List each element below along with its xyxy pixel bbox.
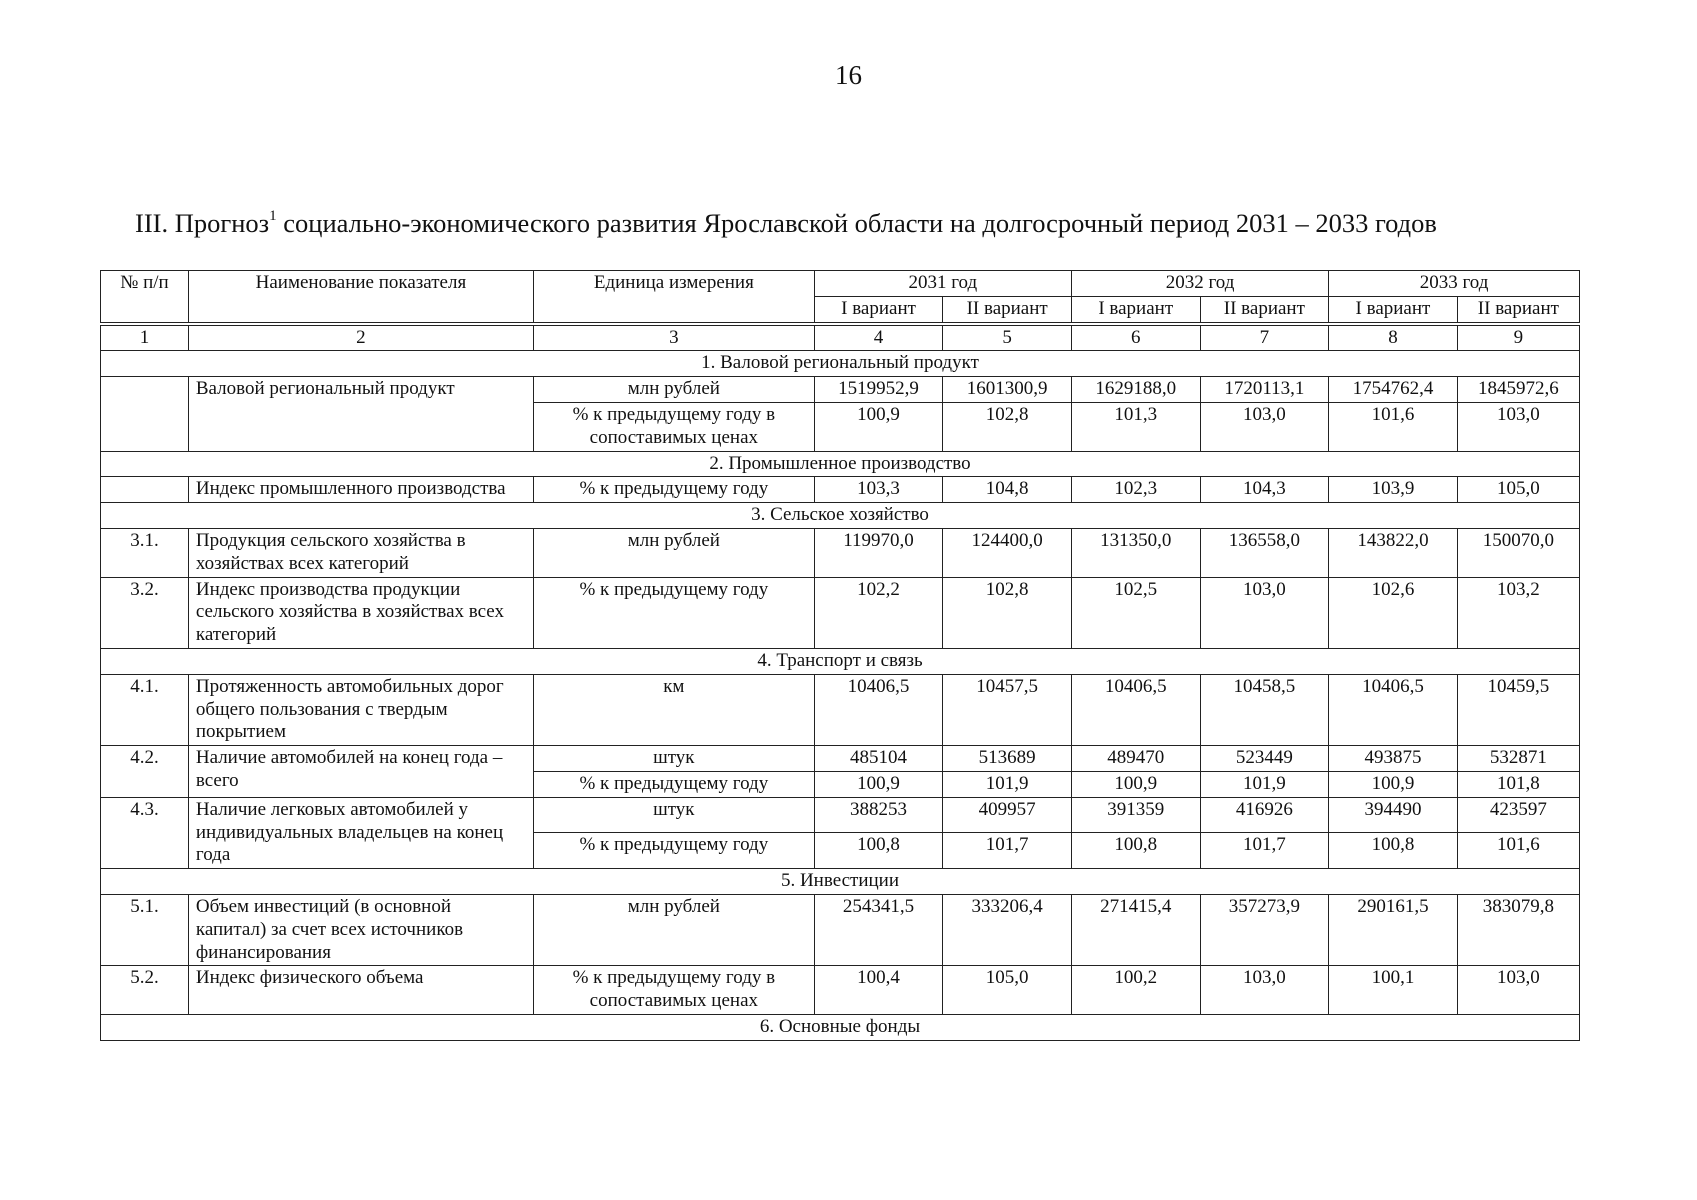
value-cell: 150070,0 xyxy=(1457,528,1579,577)
column-number: 6 xyxy=(1071,324,1200,351)
value-cell: 423597 xyxy=(1457,797,1579,833)
value-cell: 119970,0 xyxy=(814,528,943,577)
value-cell: 1845972,6 xyxy=(1457,377,1579,403)
value-cell: 104,3 xyxy=(1200,477,1329,503)
page-title xyxy=(135,208,1595,239)
header-name: Наименование показателя xyxy=(188,271,533,324)
value-cell: 101,9 xyxy=(943,771,1072,797)
forecast-table xyxy=(100,270,1580,1041)
header-unit: Единица измерения xyxy=(533,271,814,324)
value-cell: 100,8 xyxy=(814,833,943,869)
indicator-name: Индекс промышленного производства xyxy=(188,477,533,503)
value-cell: 103,0 xyxy=(1200,577,1329,648)
unit-of-measure: штук xyxy=(533,797,814,833)
value-cell: 100,2 xyxy=(1071,966,1200,1015)
table-row xyxy=(101,674,1580,745)
value-cell: 101,7 xyxy=(943,833,1072,869)
header-variant-ii: II вариант xyxy=(1457,296,1579,323)
column-number-row xyxy=(101,324,1580,351)
row-number: 4.2. xyxy=(101,746,189,798)
value-cell: 102,3 xyxy=(1071,477,1200,503)
header-variant-i: I вариант xyxy=(1329,296,1458,323)
indicator-name: Объем инвестиций (в основной капитал) за счет всех источников финансирования xyxy=(188,894,533,965)
value-cell: 523449 xyxy=(1200,746,1329,772)
value-cell: 1720113,1 xyxy=(1200,377,1329,403)
value-cell: 101,6 xyxy=(1457,833,1579,869)
column-number: 1 xyxy=(101,324,189,351)
value-cell: 101,3 xyxy=(1071,402,1200,451)
value-cell: 103,0 xyxy=(1457,966,1579,1015)
column-number: 5 xyxy=(943,324,1072,351)
indicator-name: Валовой региональный продукт xyxy=(188,377,533,451)
section-title: 1. Валовой региональный продукт xyxy=(101,351,1580,377)
row-number: 4.3. xyxy=(101,797,189,868)
row-number: 5.2. xyxy=(101,966,189,1015)
title-prefix: III. Прогноз xyxy=(135,208,270,238)
header-variant-i: I вариант xyxy=(814,296,943,323)
value-cell: 532871 xyxy=(1457,746,1579,772)
value-cell: 102,5 xyxy=(1071,577,1200,648)
unit-of-measure: % к предыдущему году xyxy=(533,771,814,797)
value-cell: 102,8 xyxy=(943,577,1072,648)
value-cell: 10406,5 xyxy=(1329,674,1458,745)
table-row xyxy=(101,377,1580,403)
section-row xyxy=(101,1014,1580,1040)
section-title: 6. Основные фонды xyxy=(101,1014,1580,1040)
value-cell: 10457,5 xyxy=(943,674,1072,745)
title-footnote-mark: 1 xyxy=(269,208,277,224)
section-title: 4. Транспорт и связь xyxy=(101,648,1580,674)
value-cell: 100,1 xyxy=(1329,966,1458,1015)
value-cell: 100,9 xyxy=(1329,771,1458,797)
value-cell: 357273,9 xyxy=(1200,894,1329,965)
value-cell: 101,6 xyxy=(1329,402,1458,451)
value-cell: 100,9 xyxy=(1071,771,1200,797)
value-cell: 103,2 xyxy=(1457,577,1579,648)
unit-of-measure: % к предыдущему году в сопоставимых ценах xyxy=(533,966,814,1015)
value-cell: 102,6 xyxy=(1329,577,1458,648)
unit-of-measure: км xyxy=(533,674,814,745)
section-title: 2. Промышленное производство xyxy=(101,451,1580,477)
value-cell: 103,9 xyxy=(1329,477,1458,503)
row-number: 3.2. xyxy=(101,577,189,648)
value-cell: 101,8 xyxy=(1457,771,1579,797)
value-cell: 143822,0 xyxy=(1329,528,1458,577)
section-title: 3. Сельское хозяйство xyxy=(101,503,1580,529)
value-cell: 271415,4 xyxy=(1071,894,1200,965)
value-cell: 489470 xyxy=(1071,746,1200,772)
value-cell: 493875 xyxy=(1329,746,1458,772)
value-cell: 290161,5 xyxy=(1329,894,1458,965)
row-number: 4.1. xyxy=(101,674,189,745)
value-cell: 124400,0 xyxy=(943,528,1072,577)
value-cell: 1754762,4 xyxy=(1329,377,1458,403)
value-cell: 485104 xyxy=(814,746,943,772)
value-cell: 103,0 xyxy=(1200,966,1329,1015)
indicator-name: Продукция сельского хозяйства в хозяйствах всех категорий xyxy=(188,528,533,577)
value-cell: 100,4 xyxy=(814,966,943,1015)
value-cell: 104,8 xyxy=(943,477,1072,503)
row-number xyxy=(101,377,189,451)
row-number: 5.1. xyxy=(101,894,189,965)
value-cell: 101,7 xyxy=(1200,833,1329,869)
value-cell: 513689 xyxy=(943,746,1072,772)
header-year-2031: 2031 год xyxy=(814,271,1071,297)
table-row xyxy=(101,577,1580,648)
value-cell: 10459,5 xyxy=(1457,674,1579,745)
indicator-name: Индекс производства продукции сельского хозяйства в хозяйствах всех категорий xyxy=(188,577,533,648)
unit-of-measure: % к предыдущему году xyxy=(533,477,814,503)
table-row xyxy=(101,966,1580,1015)
column-number: 2 xyxy=(188,324,533,351)
value-cell: 254341,5 xyxy=(814,894,943,965)
table-row xyxy=(101,477,1580,503)
title-text: социально-экономического развития Ярославской области на долгосрочный период 2031 – 2033 годов xyxy=(276,208,1437,238)
header-variant-ii: II вариант xyxy=(1200,296,1329,323)
section-row xyxy=(101,648,1580,674)
table-row xyxy=(101,894,1580,965)
page-number: 16 xyxy=(835,60,862,90)
value-cell: 100,8 xyxy=(1329,833,1458,869)
unit-of-measure: % к предыдущему году в сопоставимых ценах xyxy=(533,402,814,451)
value-cell: 103,3 xyxy=(814,477,943,503)
table-row xyxy=(101,746,1580,772)
column-number: 7 xyxy=(1200,324,1329,351)
value-cell: 100,8 xyxy=(1071,833,1200,869)
column-number: 4 xyxy=(814,324,943,351)
value-cell: 333206,4 xyxy=(943,894,1072,965)
unit-of-measure: % к предыдущему году xyxy=(533,833,814,869)
table-row xyxy=(101,528,1580,577)
section-row xyxy=(101,869,1580,895)
header-year-2032: 2032 год xyxy=(1071,271,1328,297)
value-cell: 1519952,9 xyxy=(814,377,943,403)
unit-of-measure: % к предыдущему году xyxy=(533,577,814,648)
value-cell: 10406,5 xyxy=(814,674,943,745)
value-cell: 394490 xyxy=(1329,797,1458,833)
value-cell: 383079,8 xyxy=(1457,894,1579,965)
row-number xyxy=(101,477,189,503)
value-cell: 1601300,9 xyxy=(943,377,1072,403)
value-cell: 105,0 xyxy=(1457,477,1579,503)
value-cell: 102,8 xyxy=(943,402,1072,451)
unit-of-measure: млн рублей xyxy=(533,377,814,403)
indicator-name: Протяженность автомобильных дорог общего пользования с твердым покрытием xyxy=(188,674,533,745)
value-cell: 100,9 xyxy=(814,402,943,451)
value-cell: 103,0 xyxy=(1457,402,1579,451)
value-cell: 10406,5 xyxy=(1071,674,1200,745)
value-cell: 136558,0 xyxy=(1200,528,1329,577)
value-cell: 416926 xyxy=(1200,797,1329,833)
section-title: 5. Инвестиции xyxy=(101,869,1580,895)
value-cell: 105,0 xyxy=(943,966,1072,1015)
column-number: 3 xyxy=(533,324,814,351)
header-num: № п/п xyxy=(101,271,189,324)
section-row xyxy=(101,451,1580,477)
value-cell: 102,2 xyxy=(814,577,943,648)
unit-of-measure: млн рублей xyxy=(533,528,814,577)
indicator-name: Наличие автомобилей на конец года – всего xyxy=(188,746,533,798)
value-cell: 101,9 xyxy=(1200,771,1329,797)
section-row xyxy=(101,503,1580,529)
indicator-name: Наличие легковых автомобилей у индивидуальных владельцев на конец года xyxy=(188,797,533,868)
value-cell: 10458,5 xyxy=(1200,674,1329,745)
header-variant-ii: II вариант xyxy=(943,296,1072,323)
unit-of-measure: штук xyxy=(533,746,814,772)
value-cell: 1629188,0 xyxy=(1071,377,1200,403)
value-cell: 409957 xyxy=(943,797,1072,833)
section-row xyxy=(101,351,1580,377)
value-cell: 100,9 xyxy=(814,771,943,797)
table-row xyxy=(101,797,1580,833)
column-number: 8 xyxy=(1329,324,1458,351)
header-variant-i: I вариант xyxy=(1071,296,1200,323)
column-number: 9 xyxy=(1457,324,1579,351)
value-cell: 131350,0 xyxy=(1071,528,1200,577)
header-year-2033: 2033 год xyxy=(1329,271,1580,297)
unit-of-measure: млн рублей xyxy=(533,894,814,965)
row-number: 3.1. xyxy=(101,528,189,577)
value-cell: 388253 xyxy=(814,797,943,833)
indicator-name: Индекс физического объема xyxy=(188,966,533,1015)
value-cell: 103,0 xyxy=(1200,402,1329,451)
value-cell: 391359 xyxy=(1071,797,1200,833)
